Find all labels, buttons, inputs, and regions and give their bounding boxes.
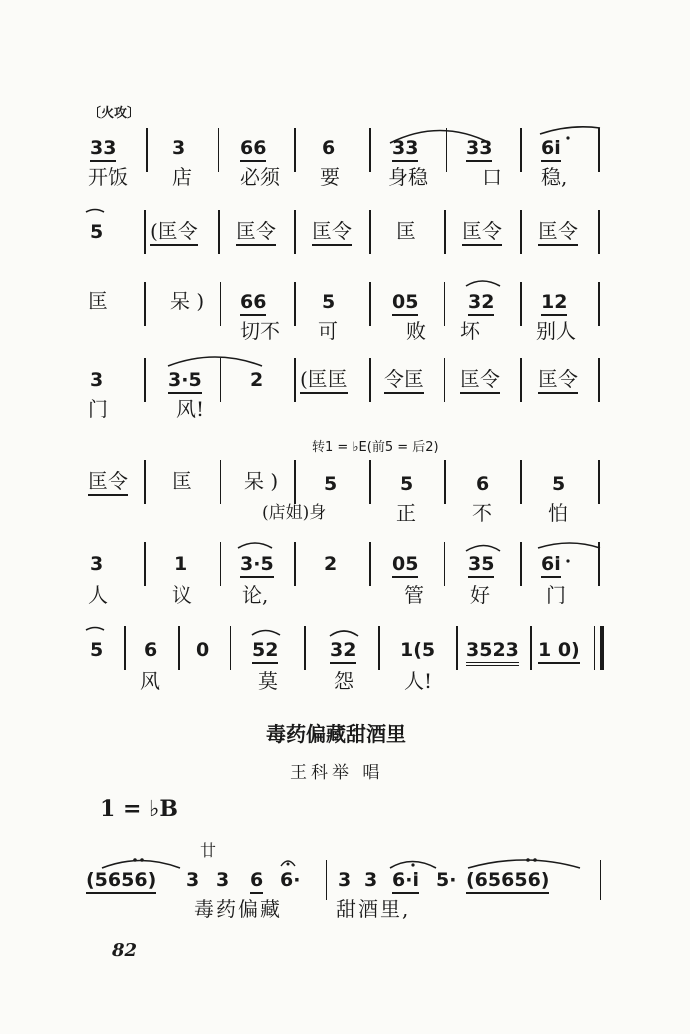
bar-line	[530, 626, 532, 670]
lyric: 门	[88, 397, 108, 421]
bar-line	[369, 358, 371, 402]
lyric: 管	[404, 583, 424, 607]
note: 2	[250, 369, 264, 391]
bar-line	[594, 626, 604, 670]
note: 35	[468, 554, 494, 574]
note: 33	[90, 138, 116, 158]
section-label: 〔火攻〕	[88, 106, 141, 121]
note: 3·5	[168, 370, 202, 390]
note: 66	[240, 138, 266, 158]
lyric: 要	[320, 165, 340, 189]
bar-line	[144, 460, 146, 504]
lyric: 论,	[242, 583, 269, 607]
note: 5·	[436, 869, 457, 891]
singer: 王科举 唱	[290, 763, 384, 783]
bar-line	[378, 626, 380, 670]
bar-line	[444, 542, 445, 586]
note: (65656)	[466, 870, 549, 890]
note: 05	[392, 554, 418, 574]
lyric: 正	[396, 501, 416, 525]
lyric: 怨	[334, 669, 354, 693]
note: 3	[338, 869, 352, 891]
percussion: 匡令	[460, 368, 500, 390]
bar-line	[520, 460, 522, 504]
bar-line	[456, 626, 458, 670]
percussion: 匡令	[312, 220, 352, 242]
lyric: 不	[472, 501, 492, 525]
note: 5	[552, 473, 566, 495]
bar-line	[218, 128, 219, 172]
note: 3·5	[240, 554, 274, 574]
note: (5656)	[86, 870, 156, 890]
bar-line	[294, 210, 296, 254]
bar-line	[230, 626, 231, 670]
free-meter-mark: 廿	[200, 841, 217, 860]
percussion: (匡匡	[300, 368, 348, 390]
bar-line	[294, 542, 296, 586]
bar-line	[294, 358, 296, 402]
note: 6	[476, 473, 490, 495]
percussion: 匡令	[88, 470, 128, 492]
bar-line	[598, 542, 600, 586]
lyric: 坏	[460, 319, 480, 343]
lyric: 甜酒里,	[336, 897, 411, 921]
bar-line	[220, 282, 221, 326]
bar-line	[178, 626, 180, 670]
bar-line	[124, 626, 126, 670]
bar-line	[220, 460, 221, 504]
note: 6i	[541, 554, 561, 574]
percussion: 匡令	[462, 220, 502, 242]
note: 32	[468, 292, 494, 312]
bar-line	[520, 282, 522, 326]
lyric: 切不	[240, 319, 280, 343]
bar-line	[444, 210, 446, 254]
lyric: 人!	[404, 669, 433, 693]
note: 1	[174, 553, 188, 575]
key-signature: 1 = ♭B	[100, 796, 179, 822]
bar-line	[600, 860, 601, 900]
lyric: 议	[172, 583, 192, 607]
lyric: 门	[546, 583, 566, 607]
note: 5	[90, 639, 104, 661]
percussion: 匡令	[236, 220, 276, 242]
bar-line	[144, 358, 146, 402]
bar-line	[520, 542, 522, 586]
note: 3	[364, 869, 378, 891]
percussion: 匡	[172, 469, 192, 493]
lyric: 可	[318, 319, 338, 343]
lyric: 稳,	[541, 165, 568, 189]
percussion: 匡令	[538, 220, 578, 242]
bar-line	[598, 460, 600, 504]
bar-line	[520, 210, 522, 254]
bar-line	[369, 128, 371, 172]
lyric: 开饭	[88, 165, 128, 189]
note: 0	[196, 639, 210, 661]
lyric: (店姐)身	[262, 503, 327, 523]
note: 5	[90, 221, 104, 243]
lyric: 身稳	[388, 165, 428, 189]
note: 3	[186, 869, 200, 891]
bar-line	[444, 358, 445, 402]
lyric: 败	[406, 319, 426, 343]
percussion: 匡	[396, 219, 416, 243]
bar-line	[218, 210, 220, 254]
note: 52	[252, 640, 278, 660]
note: 6	[144, 639, 158, 661]
note: 32	[330, 640, 356, 660]
note: 6	[250, 870, 263, 890]
lyric: 别人	[536, 319, 576, 343]
bar-line	[520, 128, 522, 172]
note: 1(5	[400, 639, 436, 661]
bar-line	[520, 358, 522, 402]
note: 6·	[280, 869, 301, 891]
bar-line	[598, 210, 600, 254]
lyric: 风	[140, 669, 160, 693]
note: 3	[90, 369, 104, 391]
lyric: 莫	[258, 669, 278, 693]
lyric: 人	[88, 583, 108, 607]
lyric: 口	[482, 165, 502, 189]
note: 2	[324, 553, 338, 575]
lyric: 好	[470, 583, 490, 607]
note: 33	[466, 138, 492, 158]
percussion: 匡	[88, 289, 108, 313]
note: 5	[324, 473, 338, 495]
bar-line	[144, 542, 146, 586]
bar-line	[598, 282, 600, 326]
modulation-mark: 转1 = ♭E(前5 = 后2)	[312, 440, 439, 455]
note: 5	[322, 291, 336, 313]
percussion: 匡令	[538, 368, 578, 390]
note: 3	[216, 869, 230, 891]
bar-line	[369, 210, 371, 254]
bar-line	[598, 128, 600, 172]
note: 1 0)	[538, 640, 580, 660]
bar-line	[294, 128, 296, 172]
percussion: 呆 )	[170, 289, 205, 313]
bar-line	[446, 128, 447, 172]
percussion: (匡令	[150, 220, 198, 242]
bar-line	[304, 626, 306, 670]
bar-line	[294, 282, 296, 326]
bar-line	[220, 358, 221, 402]
bar-line	[369, 282, 371, 326]
note: 6·i	[392, 870, 419, 890]
note: 5	[400, 473, 414, 495]
song-title: 毒药偏藏甜酒里	[266, 722, 406, 746]
percussion: 令匡	[384, 368, 424, 390]
bar-line	[294, 460, 296, 504]
lyric: 店	[172, 165, 192, 189]
note: 6i	[541, 138, 561, 158]
note: 12	[541, 292, 567, 312]
bar-line	[144, 210, 146, 254]
bar-line	[146, 128, 148, 172]
note: 6	[322, 137, 336, 159]
bar-line	[598, 358, 600, 402]
bar-line	[220, 542, 221, 586]
note: 05	[392, 292, 418, 312]
bar-line	[444, 282, 445, 326]
lyric: 必须	[240, 165, 280, 189]
note: 3523	[466, 640, 519, 660]
lyric: 怕	[548, 501, 568, 525]
bar-line	[444, 460, 446, 504]
lyric: 毒药偏藏	[194, 897, 282, 921]
note: 3	[90, 553, 104, 575]
bar-line	[369, 542, 371, 586]
page-number: 82	[112, 940, 138, 961]
bar-line	[369, 460, 371, 504]
bar-line	[144, 282, 146, 326]
note: 3	[172, 137, 186, 159]
note: 33	[392, 138, 418, 158]
percussion: 呆 )	[244, 469, 279, 493]
bar-line	[326, 860, 327, 900]
note: 66	[240, 292, 266, 312]
lyric: 风!	[176, 397, 205, 421]
